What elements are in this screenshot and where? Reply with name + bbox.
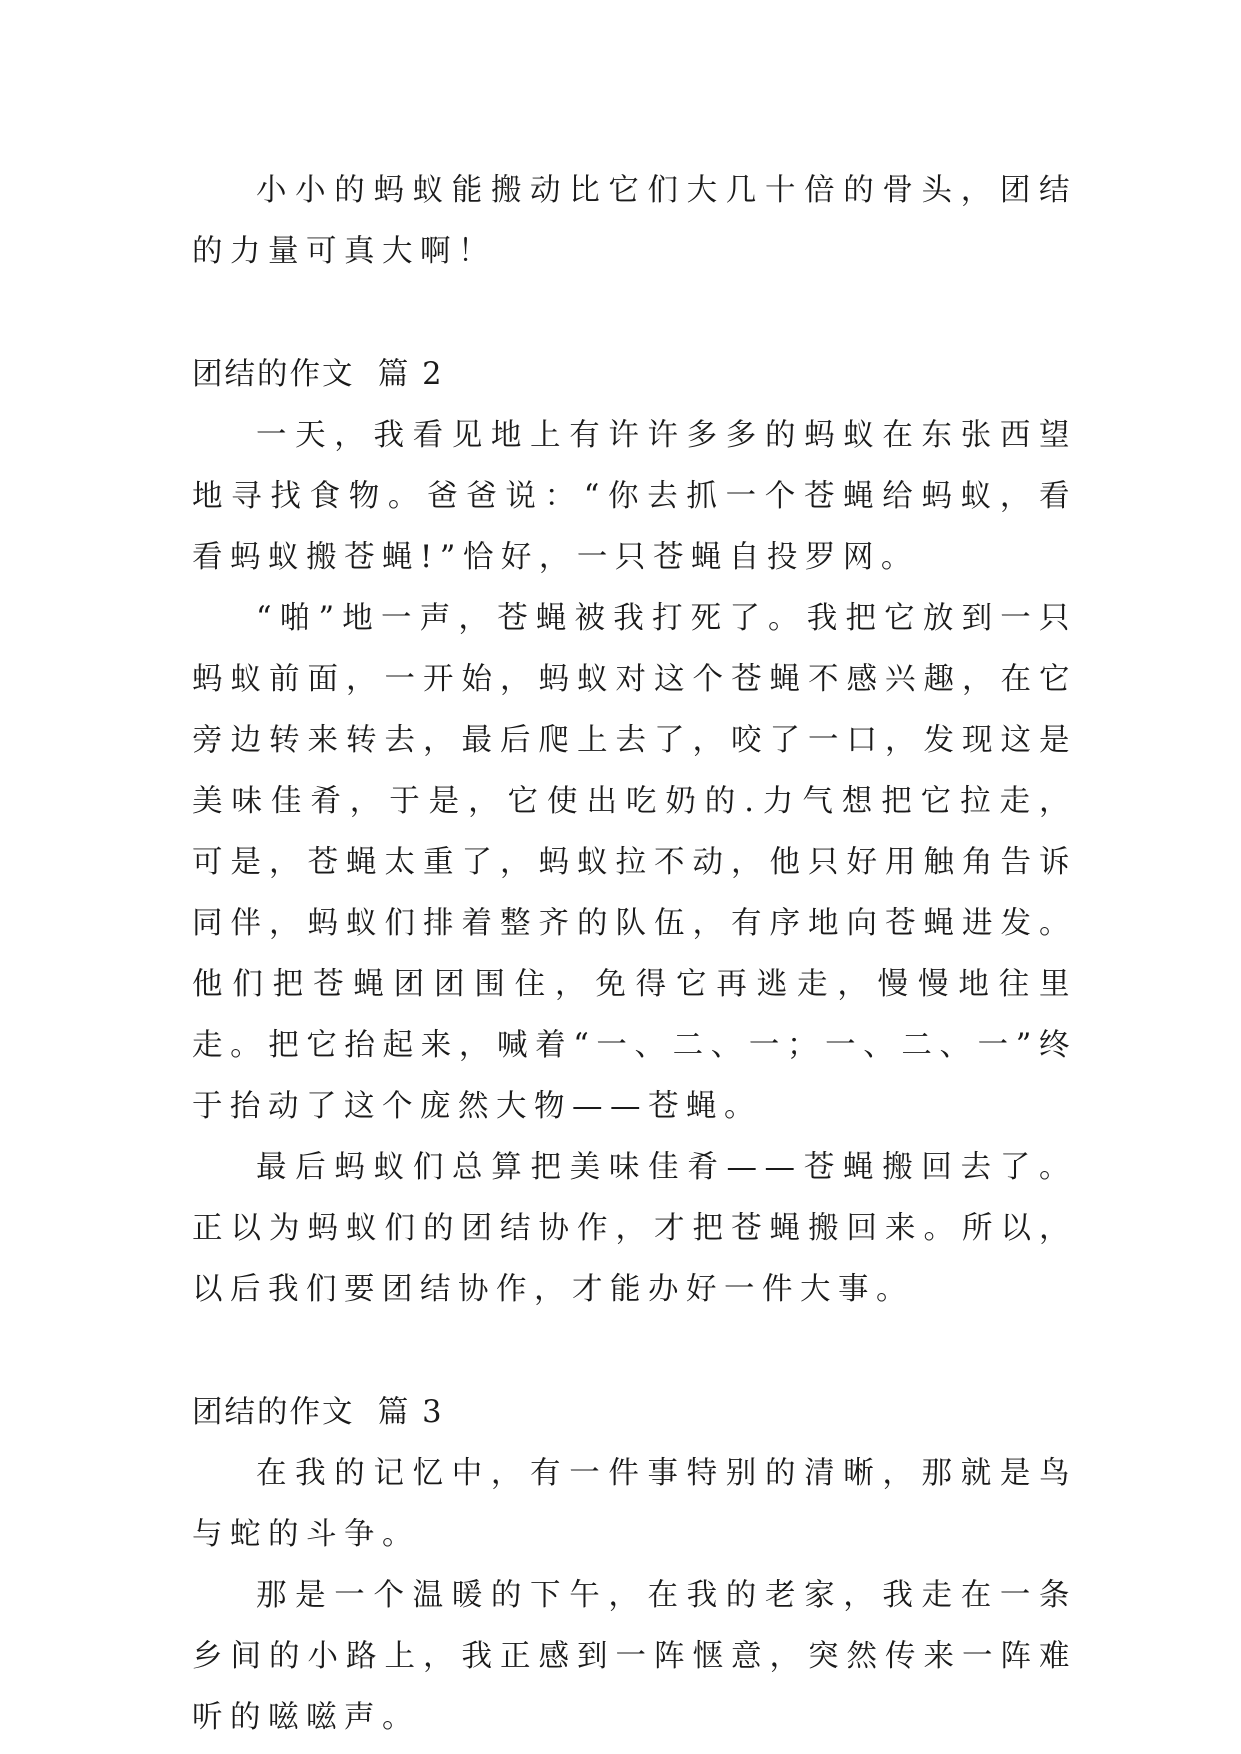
- paragraph: 一天，我看见地上有许许多多的蚂蚁在东张西望地寻找食物。爸爸说：“你去抓一个苍蝇给蚂蚁，看看蚂蚁搬苍蝇!”恰好，一只苍蝇自投罗网。: [192, 418, 1077, 575]
- paragraph: “啪”地一声，苍蝇被我打死了。我把它放到一只蚂蚁前面，一开始，蚂蚁对这个苍蝇不感兴趣，在它旁边转来转去，最后爬上去了，咬了一口，发现这是美味佳肴，于是，它使出吃奶的.力气想把它拉走，可是，苍蝇太重了，蚂蚁拉不动，他只好用触角告诉同伴，蚂蚁们排着整齐的队伍，有序地向苍蝇进发。他们把苍蝇团团围住，免得它再逃走，慢慢地往里走。把它抬起来，喊着“一、二、一；一、二、一”终于抬动了这个庞然大物——苍蝇。: [192, 601, 1077, 1124]
- paragraph: 那是一个温暖的下午，在我的老家，我走在一条乡间的小路上，我正感到一阵惬意，突然传来一阵难听的嗞嗞声。: [192, 1578, 1077, 1735]
- paragraph: 小小的蚂蚁能搬动比它们大几十倍的骨头，团结的力量可真大啊！: [192, 173, 1077, 269]
- section-heading: 团结的作文 篇 2: [192, 357, 444, 392]
- paragraph: 最后蚂蚁们总算把美味佳肴——苍蝇搬回去了。正以为蚂蚁们的团结协作，才把苍蝇搬回来。所以，以后我们要团结协作，才能办好一件大事。: [192, 1150, 1077, 1307]
- document-body: [192, 160, 1077, 1748]
- section-heading: 团结的作文 篇 3: [192, 1395, 444, 1430]
- paragraph: 在我的记忆中，有一件事特别的清晰，那就是鸟与蛇的斗争。: [192, 1456, 1077, 1552]
